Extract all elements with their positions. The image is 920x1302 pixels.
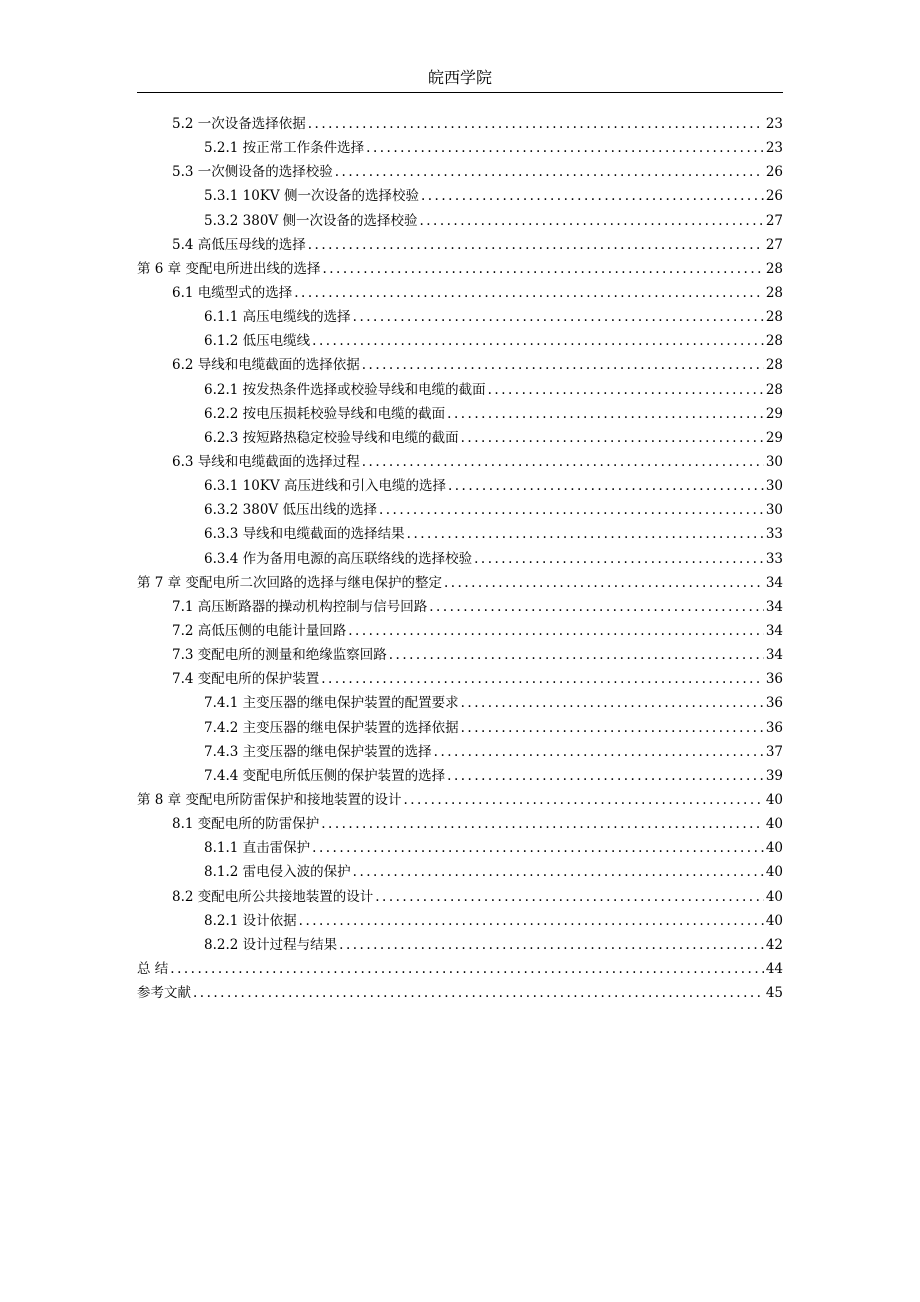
toc-dot-leader (321, 812, 764, 836)
toc-entry-label: 7.4.3 主变压器的继电保护装置的选择 (204, 743, 432, 760)
toc-entry[interactable] (137, 281, 783, 305)
page-header (137, 64, 783, 93)
toc-entry-label: 7.2 高低压侧的电能计量回路 (172, 622, 347, 639)
toc-entry-label: 第 8 章 变配电所防雷保护和接地装置的设计 (137, 791, 402, 808)
toc-entry[interactable] (137, 812, 783, 836)
toc-page-number: 33 (765, 526, 783, 543)
toc-entry[interactable] (137, 667, 783, 691)
toc-dot-leader (353, 860, 764, 884)
toc-page-number: 26 (765, 188, 783, 205)
toc-entry[interactable] (137, 426, 783, 450)
toc-entry-label: 5.3.1 10KV 侧一次设备的选择校验 (204, 188, 419, 205)
toc-dot-leader (379, 498, 764, 522)
toc-entry-label: 7.4 变配电所的保护装置 (172, 671, 320, 688)
toc-page-number: 36 (765, 695, 783, 712)
toc-entry[interactable] (137, 691, 783, 715)
toc-dot-leader (353, 305, 764, 329)
toc-page-number: 34 (765, 574, 783, 591)
toc-entry-label: 6.2.1 按发热条件选择或校验导线和电缆的截面 (204, 381, 486, 398)
toc-entry[interactable] (137, 547, 783, 571)
toc-entry[interactable] (137, 498, 783, 522)
toc-dot-leader (366, 136, 764, 160)
toc-dot-leader (299, 909, 764, 933)
toc-dot-leader (389, 643, 764, 667)
toc-entry-label: 8.1.1 直击雷保护 (204, 840, 311, 857)
toc-page-number: 28 (765, 381, 783, 398)
toc-entry-label: 6.1.1 高压电缆线的选择 (204, 309, 351, 326)
toc-entry[interactable] (137, 184, 783, 208)
toc-entry-label: 第 7 章 变配电所二次回路的选择与继电保护的整定 (137, 574, 442, 591)
toc-entry[interactable] (137, 643, 783, 667)
toc-dot-leader (447, 402, 764, 426)
toc-page-number: 45 (765, 985, 783, 1002)
toc-page-number: 37 (765, 743, 783, 760)
toc-entry-label: 5.2.1 按正常工作条件选择 (204, 140, 365, 157)
toc-dot-leader (448, 474, 764, 498)
toc-dot-leader (375, 885, 764, 909)
toc-entry-label: 5.2 一次设备选择依据 (172, 116, 306, 132)
header-title: 皖西学院 (427, 68, 492, 87)
toc-dot-leader (362, 450, 764, 474)
toc-entry-label: 总 结 (137, 960, 169, 977)
toc-page-number: 40 (765, 791, 783, 808)
toc-page-number: 40 (765, 888, 783, 905)
toc-page-number: 23 (765, 116, 783, 132)
toc-entry[interactable] (137, 402, 783, 426)
toc-page-number: 28 (765, 333, 783, 350)
toc-page-number: 40 (765, 912, 783, 929)
toc-dot-leader (474, 547, 764, 571)
toc-page-number: 40 (765, 864, 783, 881)
toc-entry[interactable] (137, 112, 783, 136)
toc-page-number: 26 (765, 164, 783, 181)
toc-entry-label: 7.3 变配电所的测量和绝缘监察回路 (172, 647, 387, 664)
toc-dot-leader (447, 764, 764, 788)
toc-entry[interactable] (137, 619, 783, 643)
toc-entry-label: 8.1 变配电所的防雷保护 (172, 816, 320, 833)
toc-entry[interactable] (137, 233, 783, 257)
toc-page-number: 28 (765, 357, 783, 374)
toc-dot-leader (434, 740, 764, 764)
toc-page-number: 27 (765, 212, 783, 229)
toc-page-number: 28 (765, 260, 783, 277)
toc-page-number: 23 (765, 140, 783, 157)
toc-entry[interactable] (137, 981, 783, 1005)
toc-page-number: 34 (765, 647, 783, 664)
toc-entry-label: 6.3.1 10KV 高压进线和引入电缆的选择 (204, 478, 446, 495)
toc-page-number: 33 (765, 550, 783, 567)
toc-entry-label: 6.3 导线和电缆截面的选择过程 (172, 453, 360, 470)
toc-page-number: 28 (765, 284, 783, 301)
toc-dot-leader (362, 353, 764, 377)
toc-entry-label: 8.1.2 雷电侵入波的保护 (204, 864, 351, 881)
toc-entry-label: 7.4.1 主变压器的继电保护装置的配置要求 (204, 695, 459, 712)
toc-entry[interactable] (137, 305, 783, 329)
toc-entry-label: 6.1.2 低压电缆线 (204, 333, 311, 350)
toc-entry[interactable] (137, 257, 783, 281)
toc-entry[interactable] (137, 860, 783, 884)
toc-entry-label: 8.2.2 设计过程与结果 (204, 936, 338, 953)
toc-dot-leader (322, 257, 763, 281)
toc-dot-leader (429, 595, 764, 619)
toc-entry[interactable] (137, 450, 783, 474)
toc-page-number: 36 (765, 671, 783, 688)
toc-page-number: 30 (765, 453, 783, 470)
toc-entry-label: 5.3 一次侧设备的选择校验 (172, 164, 333, 181)
toc-page-number: 30 (765, 478, 783, 495)
toc-dot-leader (294, 281, 764, 305)
toc-entry-label: 6.2.3 按短路热稳定校验导线和电缆的截面 (204, 429, 459, 446)
toc-dot-leader (308, 233, 764, 257)
toc-entry-label: 6.3.3 导线和电缆截面的选择结果 (204, 526, 405, 543)
toc-entry[interactable] (137, 788, 783, 812)
toc-entry[interactable] (137, 378, 783, 402)
toc-dot-leader (407, 522, 764, 546)
toc-page-number: 27 (765, 236, 783, 253)
toc-dot-leader (348, 619, 764, 643)
toc-dot-leader (193, 981, 764, 1005)
toc-entry-label: 6.1 电缆型式的选择 (172, 284, 293, 301)
toc-entry[interactable] (137, 740, 783, 764)
toc-dot-leader (308, 112, 764, 136)
toc-dot-leader (312, 329, 764, 353)
toc-page-number: 42 (765, 936, 783, 953)
toc-entry-label: 7.4.4 变配电所低压侧的保护装置的选择 (204, 767, 446, 784)
toc-dot-leader (461, 716, 764, 740)
toc-entry-label: 第 6 章 变配电所进出线的选择 (137, 260, 321, 277)
toc-entry[interactable] (137, 329, 783, 353)
toc-entry-label: 5.3.2 380V 侧一次设备的选择校验 (204, 212, 418, 229)
toc-page-number: 40 (765, 816, 783, 833)
toc-entry[interactable] (137, 160, 783, 184)
toc-entry[interactable] (137, 933, 783, 957)
toc-entry[interactable] (137, 957, 783, 981)
toc-page-number: 30 (765, 502, 783, 519)
toc-entry[interactable] (137, 136, 783, 160)
toc-entry[interactable] (137, 522, 783, 546)
toc-entry[interactable] (137, 474, 783, 498)
toc-dot-leader (419, 209, 763, 233)
toc-entry-label: 6.3.2 380V 低压出线的选择 (204, 502, 377, 519)
toc-entry-label: 6.2.2 按电压损耗校验导线和电缆的截面 (204, 405, 446, 422)
toc-page-number: 28 (765, 309, 783, 326)
toc-page-number: 40 (765, 840, 783, 857)
toc-entry-label: 8.2.1 设计依据 (204, 912, 297, 929)
toc-entry-label: 6.3.4 作为备用电源的高压联络线的选择校验 (204, 550, 473, 567)
toc-page-number: 29 (765, 405, 783, 422)
toc-dot-leader (170, 957, 764, 981)
toc-dot-leader (403, 788, 763, 812)
toc-dot-leader (335, 160, 764, 184)
toc-entry-label: 5.4 高低压母线的选择 (172, 236, 306, 253)
toc-dot-leader (488, 378, 764, 402)
toc-entry-label: 6.2 导线和电缆截面的选择依据 (172, 357, 360, 374)
toc-entry[interactable] (137, 595, 783, 619)
toc-dot-leader (461, 426, 764, 450)
toc-entry[interactable] (137, 885, 783, 909)
toc-dot-leader (421, 184, 764, 208)
toc-entry-label: 7.1 高压断路器的操动机构控制与信号回路 (172, 598, 428, 615)
toc-dot-leader (321, 667, 764, 691)
table-of-contents (137, 112, 783, 1005)
toc-entry[interactable] (137, 836, 783, 860)
toc-entry-label: 8.2 变配电所公共接地装置的设计 (172, 888, 374, 905)
toc-entry-label: 7.4.2 主变压器的继电保护装置的选择依据 (204, 719, 459, 736)
toc-page-number: 34 (765, 598, 783, 615)
toc-page-number: 34 (765, 622, 783, 639)
toc-entry-label: 参考文献 (137, 985, 191, 1002)
toc-page-number: 36 (765, 719, 783, 736)
toc-page-number: 44 (765, 960, 783, 977)
toc-entry[interactable] (137, 764, 783, 788)
toc-entry[interactable] (137, 571, 783, 595)
toc-entry[interactable] (137, 353, 783, 377)
toc-dot-leader (339, 933, 764, 957)
toc-entry[interactable] (137, 909, 783, 933)
toc-entry[interactable] (137, 716, 783, 740)
toc-dot-leader (312, 836, 764, 860)
toc-dot-leader (461, 691, 764, 715)
toc-page-number: 39 (765, 767, 783, 784)
toc-dot-leader (444, 571, 764, 595)
toc-page-number: 29 (765, 429, 783, 446)
toc-entry[interactable] (137, 209, 783, 233)
